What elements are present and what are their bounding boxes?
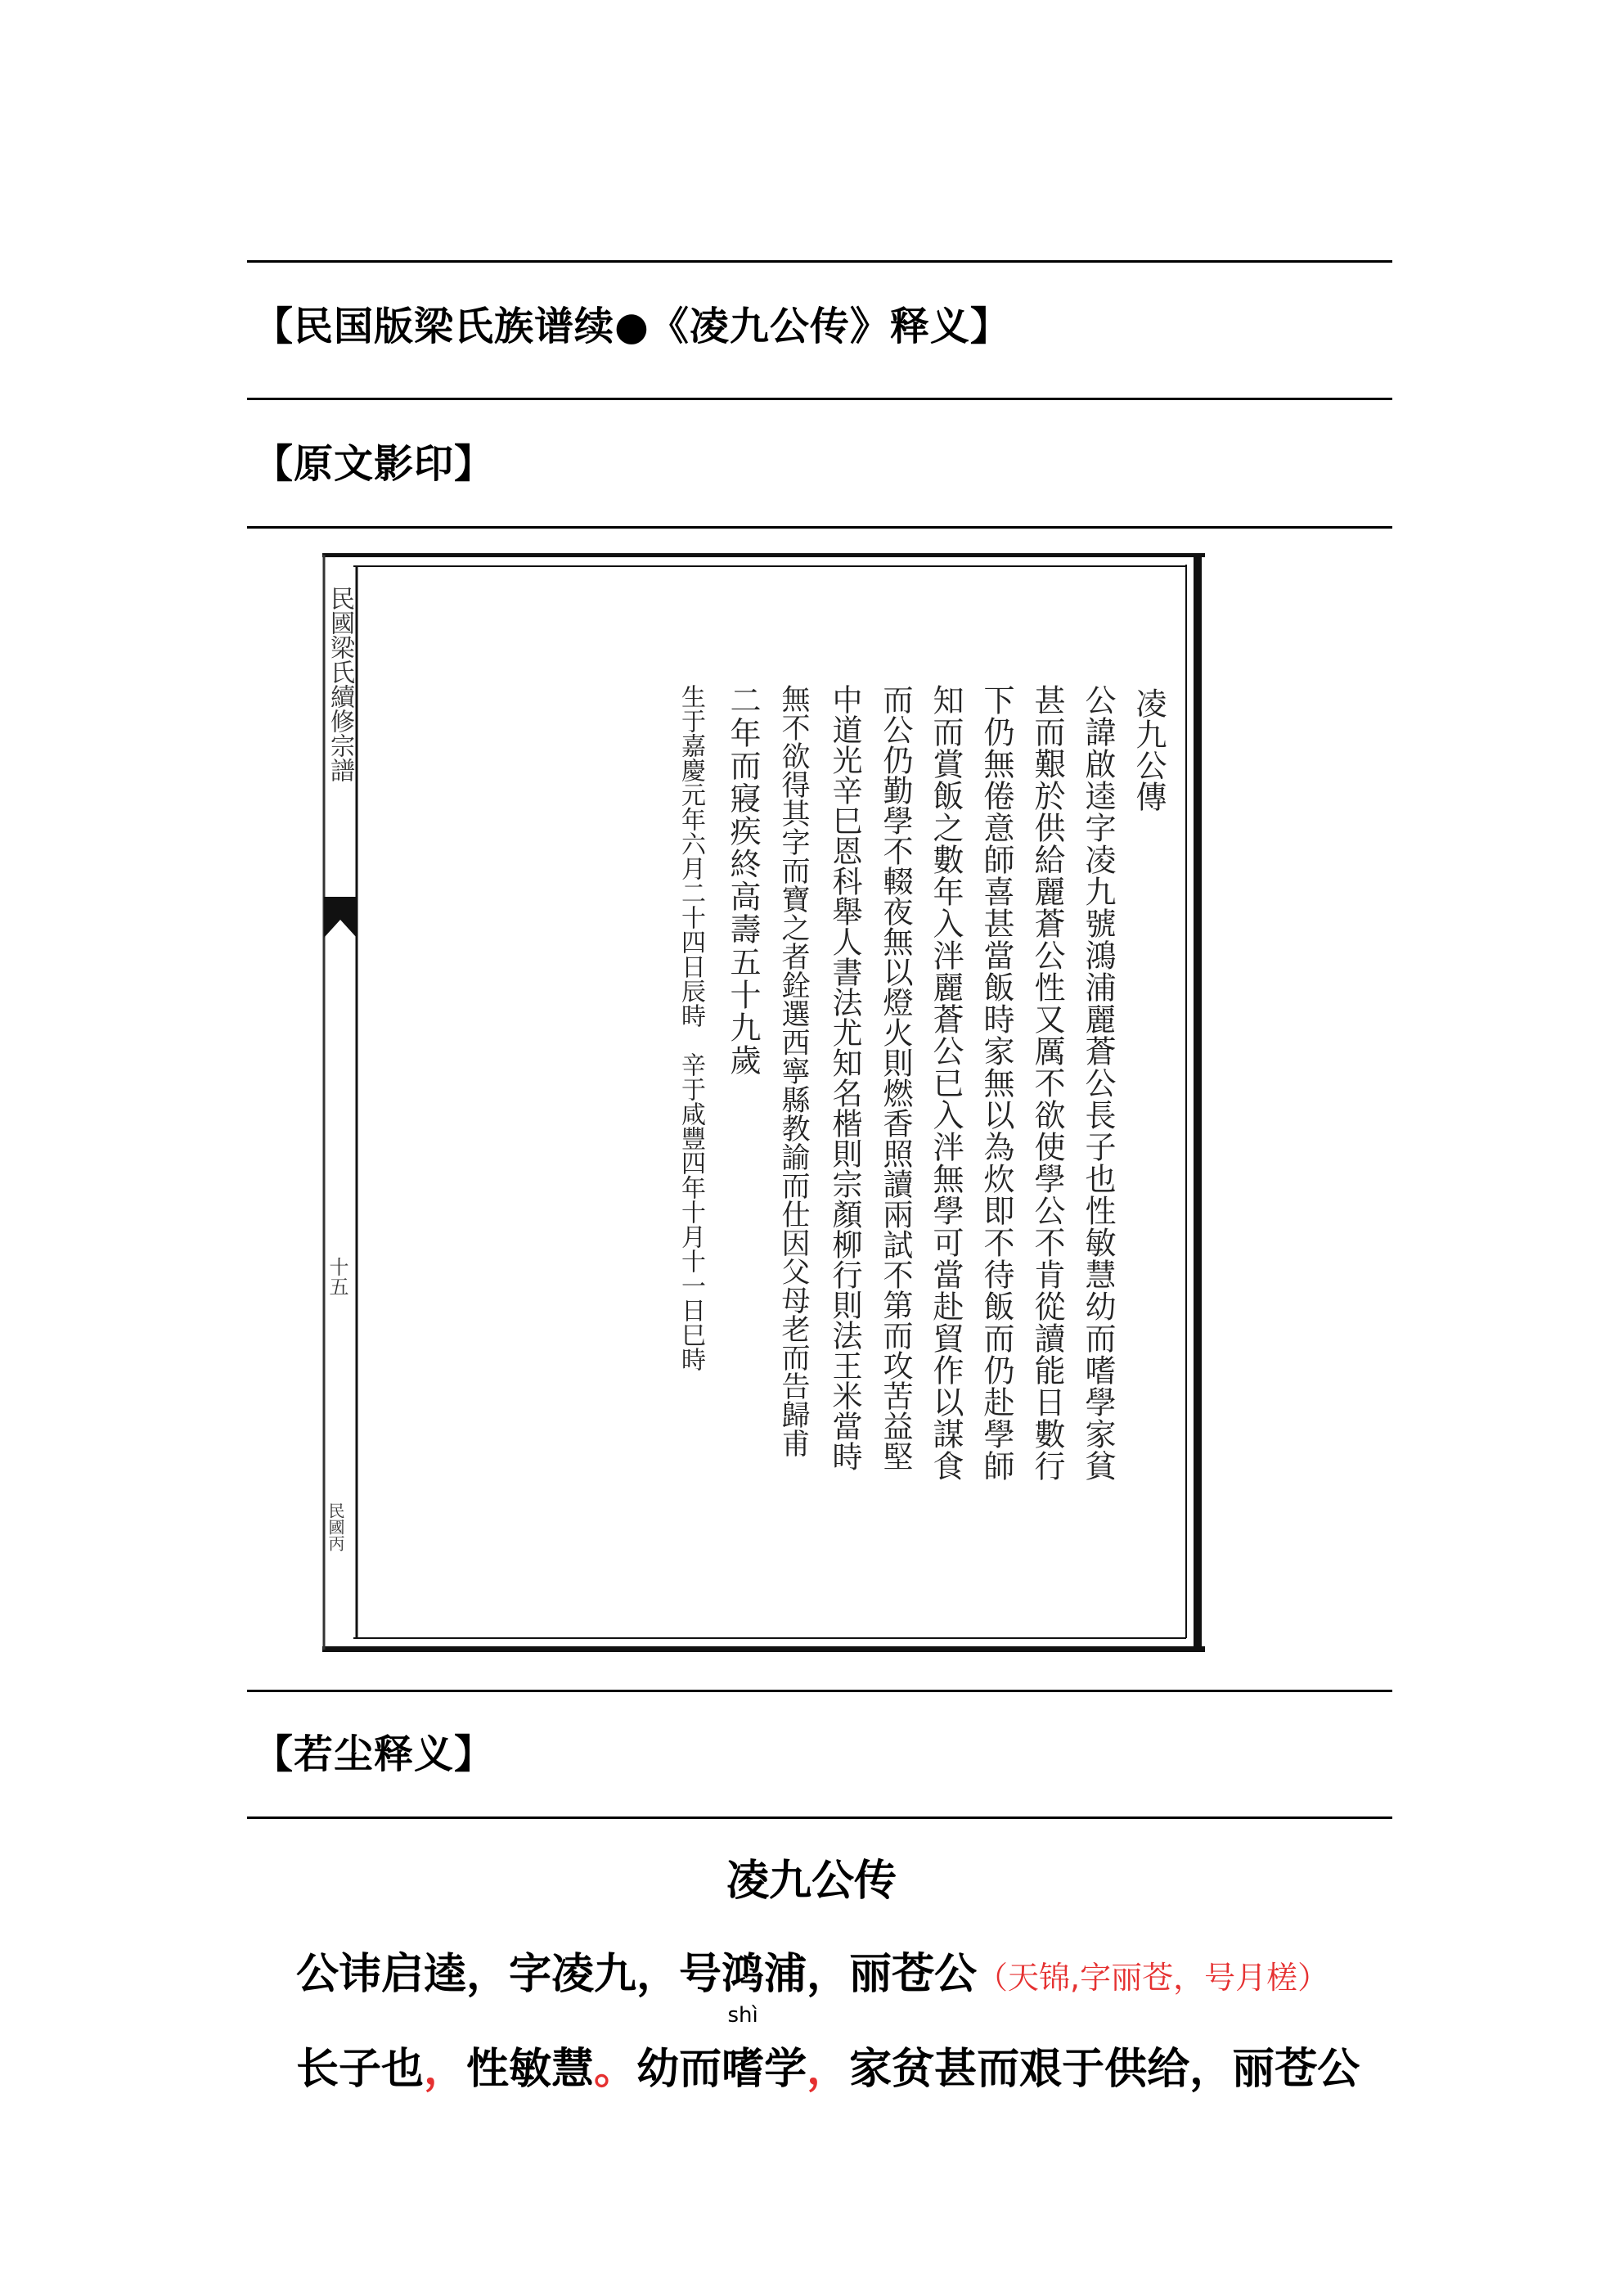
- content-line-2-punct-2: 。: [594, 2045, 637, 2094]
- scanned-original-page: [321, 553, 1207, 1652]
- scan-page-number: 十五: [326, 1257, 348, 1296]
- content-line-2-punct-3: ，: [807, 2045, 850, 2094]
- content-line-1-note: （天锦,字丽苍，号月槎）: [977, 1960, 1329, 1996]
- scan-column-3: 甚而艱於供給麗蒼公性又厲不欲使學公不肯從讀能日數行: [1029, 684, 1065, 1482]
- content-line-2-a: 长子也: [296, 2045, 425, 2094]
- page-title: 【民国版梁氏族谱续●《凌九公传》释义】: [254, 304, 1010, 349]
- content-line-2-e: 家贫甚而艰于供给，丽苍公: [849, 2045, 1360, 2094]
- content-line-1-text: 公讳启逵，字凌九，号鸿浦，丽苍公: [296, 1950, 978, 1999]
- interpretation-rule: [247, 1817, 1392, 1819]
- scan-column-2: 公諱啟逵字凌九號鴻浦麗蒼公長子也性敏慧幼而嗜學家貧: [1080, 684, 1116, 1482]
- content-line-2-punct-1: ，: [424, 2045, 467, 2094]
- scan-column-7: 中道光辛巳恩科舉人書法尤知名楷則宗顏柳行則法王米當時: [827, 684, 862, 1471]
- scan-column-10: 生于嘉慶元年六月二十四日辰時 辛于咸豐四年十月十一日巳時: [677, 684, 705, 1371]
- content-line-1: [296, 1939, 1329, 2001]
- scan-column-4: 下仍無倦意師喜甚當飯時家無以為炊即不待飯而仍赴學師: [978, 684, 1014, 1482]
- scan-bottom-rule: [247, 1690, 1392, 1692]
- content-line-2-b: 性敏慧: [466, 2045, 595, 2094]
- content-line-2-ruby-char: 嗜: [722, 2045, 765, 2094]
- scan-column-9: 二年而寢疾終高壽五十九歲: [725, 684, 761, 1077]
- scan-column-1: 凌九公傳: [1131, 687, 1167, 812]
- scan-column-8: 無不欲得其字而寶之者銓選西寧縣教諭而仕因父母老而告歸甫: [777, 684, 810, 1457]
- scan-column-6: 而公仍勤學不輟夜無以燈火則燃香照讀兩試不第而攻苦益堅: [878, 684, 913, 1471]
- scan-frame: [321, 553, 1207, 1652]
- scan-margin-footer: 民國丙: [326, 1502, 345, 1551]
- content-line-2-c: 幼而: [636, 2045, 722, 2094]
- ruby-annotated-char: [722, 2003, 765, 2096]
- top-rule: [247, 260, 1392, 263]
- scan-margin-title: 民國梁氏續修宗譜: [326, 586, 354, 782]
- original-rule: [247, 526, 1392, 529]
- content-heading: 凌九公传: [726, 1857, 897, 1906]
- original-section-label: 【原文影印】: [254, 441, 495, 487]
- pinyin-annotation: shì: [727, 2003, 758, 2028]
- interpretation-section-label: 【若尘释义】: [254, 1731, 495, 1777]
- title-rule: [247, 398, 1392, 400]
- content-line-2-d: 学: [764, 2045, 807, 2094]
- content-line-2: [296, 2003, 1360, 2096]
- scan-column-5: 知而賞飯之數年入泮麗蒼公已入泮無學可當赴貿作以謀食: [928, 684, 964, 1482]
